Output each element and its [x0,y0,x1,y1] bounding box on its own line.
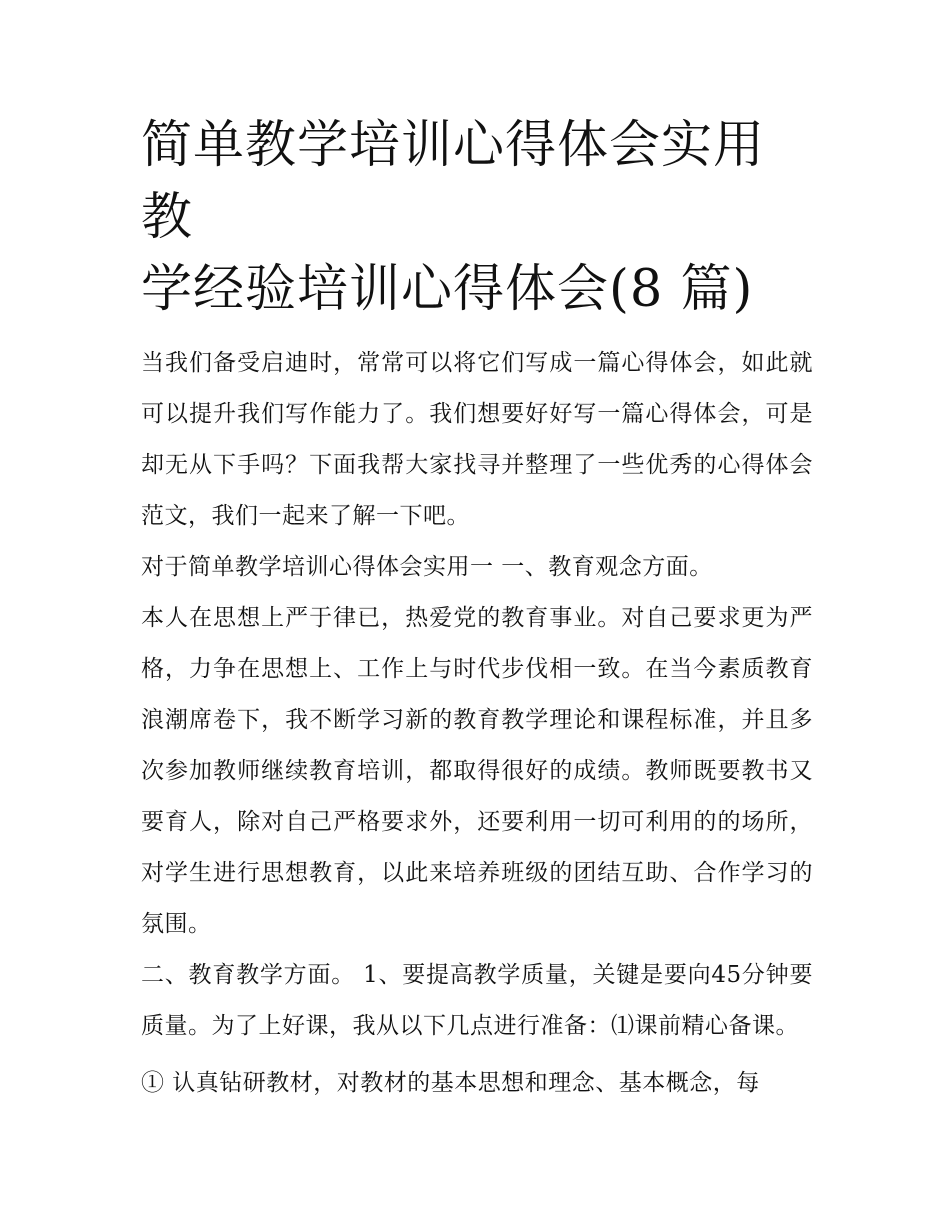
document-title [141,110,813,326]
body-paragraph-3: ① 认真钻研教材，对教材的基本思想和理念、基本概念，每 [141,1070,760,1096]
body-paragraph-1: 本人在思想上严于律已，热爱党的教育事业。对自己要求更为严格，力争在思想上、工作上与时代步伐相一致。在当今素质教育浪潮席卷下，我不断学习新的教育教学理论和课程标准，并且多次参加教师继续教育培训，都取得很好的成绩。教师既要教书又要育人，除对自己严格要求外，还要利用一切可利用的的场所，对学生进行思想教育，以此来培养班级的团结互助、合作学习的氛围。 [141,605,813,937]
intro-paragraph: 当我们备受启迪时，常常可以将它们写成一篇心得体会，如此就可以提升我们写作能力了。我们想要好好写一篇心得体会，可是却无从下手吗？下面我帮大家找寻并整理了一些优秀的心得体会范文，我们一起来了解一下吧。 [141,350,813,529]
body-paragraph-2: 二、教育教学方面。 1、要提高教学质量，关键是要向45分钟要质量。为了上好课，我从以下几点进行准备：⑴课前精心备课。 [141,962,813,1039]
title-line-1: 简单教学培训心得体会实用 教 [141,116,766,247]
section-heading-paragraph: 对于简单教学培训心得体会实用一 一、教育观念方面。 [141,554,713,580]
document-page [141,110,813,1109]
title-line-2: 学经验培训心得体会(8 篇) [141,260,754,319]
